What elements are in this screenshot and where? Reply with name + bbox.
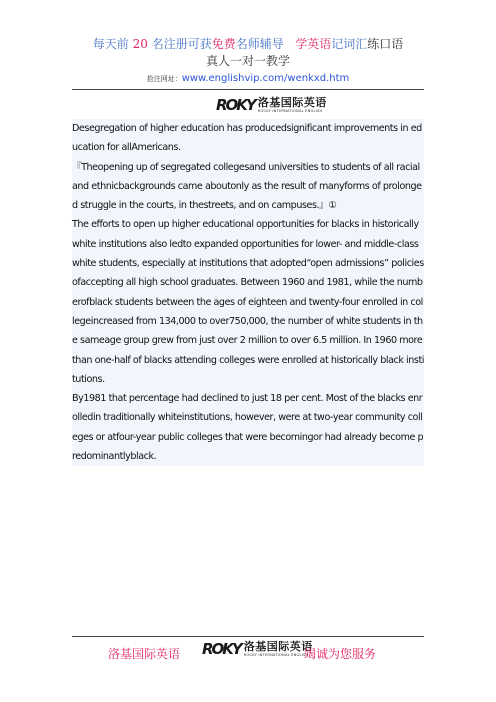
promo-line — [0, 36, 496, 52]
paragraph: Desegregation of higher education has producedsignificant improvements in education for allAmericans. — [72, 119, 424, 158]
logo-chinese: 洛基国际英语 — [243, 640, 313, 653]
url-row — [0, 72, 496, 86]
paragraph: 『Theopening up of segregated collegesand universities to students of all racial and ethnicbackgrounds came aboutonly as the result of manyforms of prolonged struggle in the courts, in thestreets, and on campuses.』① — [72, 158, 424, 216]
logo-mark: ROKY — [216, 96, 255, 114]
promo-free: 免费 — [211, 37, 236, 51]
article-body — [72, 119, 424, 466]
paragraph: By1981 that percentage had declined to just 18 per cent. Most of the blacks enrolledin traditionally whiteinstitutions, however, were at two-year community colleges or atfour-year public colleges that were becomingor had already become predominantlyblack. — [72, 389, 424, 466]
logo-mark: ROKY — [202, 640, 241, 658]
logo-english: ROCKY INTERNATIONAL ENGLISH — [243, 653, 309, 657]
footer-slogan: 竭诚为您服务 — [304, 647, 377, 661]
footer-logo — [202, 640, 313, 658]
page-header — [0, 36, 496, 86]
logo-text — [244, 641, 313, 657]
promo-text: 名师辅导 — [235, 37, 284, 51]
signup-link[interactable]: www.englishvip.com/wenkxd.htm — [181, 73, 350, 84]
header-logo — [216, 96, 327, 114]
url-label: 抢注网址： — [146, 75, 182, 83]
paragraph: The efforts to open up higher educational opportunities for blacks in historicallywhite institutions also ledto expanded opportunities for lower- and middle-classwhite students, especially at institutions that adopted“open admissions” policies ofaccepting all high school graduates. Between 1960 and 1981, while the numberofblack students between the ages of eighteen and twenty-four enrolled in collegeincreased from 134,000 to over750,000, the number of white students in the sameage group grew from just over 2 million to over 6.5 million. In 1960 more than one-half of blacks attending colleges were enrolled at historically black institutions. — [72, 215, 424, 389]
subtitle: 真人一对一教学 — [205, 54, 290, 68]
promo-text: 每天前 — [92, 37, 129, 51]
logo-chinese: 洛基国际英语 — [257, 96, 327, 109]
promo-text: 名注册可获 — [151, 37, 212, 51]
promo-speak: 练口语 — [367, 37, 404, 51]
header-divider — [72, 89, 424, 90]
logo-english: ROCKY INTERNATIONAL ENGLISH — [257, 109, 323, 113]
promo-number: 20 — [132, 37, 148, 51]
logo-text — [258, 97, 327, 113]
promo-vocab: 记词汇 — [331, 37, 368, 51]
footer-brand: 洛基国际英语 — [108, 647, 181, 661]
footer-divider — [72, 636, 424, 637]
page-footer — [0, 642, 496, 664]
promo-learn: 学英语 — [295, 37, 332, 51]
